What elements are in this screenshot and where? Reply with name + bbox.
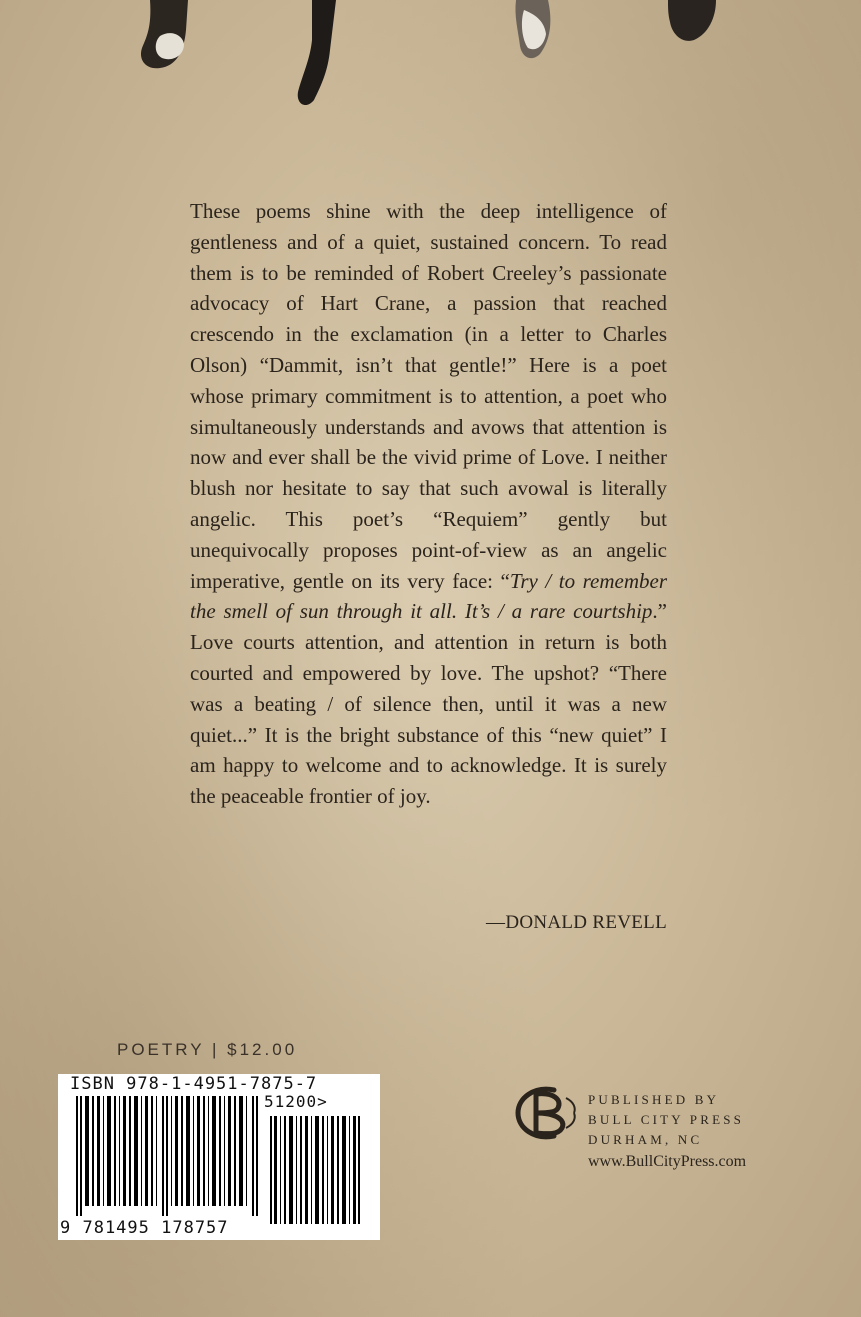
barcode-bars xyxy=(76,1096,258,1216)
barcode-digits: 9 781495 178757 xyxy=(60,1218,229,1238)
blurb-italic-quote: Try / to remember the smell of sun through it all. It’s / a rare courtship xyxy=(190,568,667,624)
publisher-line-3: DURHAM, NC xyxy=(588,1132,703,1147)
barcode-addon-bars xyxy=(270,1116,360,1224)
publisher-website: www.BullCityPress.com xyxy=(588,1153,747,1170)
publisher-line-2: BULL CITY PRESS xyxy=(588,1112,745,1127)
publisher-info xyxy=(588,1090,744,1150)
blurb-text-part-2: .” Love courts attention, and attention in return is both courted and empowered by love. The upshot? “There was a beating / of silence then, until it was a new quiet...” It is the bright substance of this “new quiet” I am happy to welcome and to acknowledge. It is surely the peaceable frontier of joy. xyxy=(190,599,667,809)
endorsement-blurb xyxy=(190,196,667,812)
bull-city-press-logo xyxy=(510,1082,580,1144)
blurb-attribution: —DONALD REVELL xyxy=(486,912,667,933)
publisher-line-1: PUBLISHED BY xyxy=(588,1092,720,1107)
isbn-label: ISBN 978-1-4951-7875-7 xyxy=(70,1074,318,1094)
category-and-price: POETRY | $12.00 xyxy=(117,1040,298,1059)
isbn-barcode xyxy=(58,1074,380,1240)
blurb-text-part-1: These poems shine with the deep intelligence of gentleness and of a quiet, sustained concern. To read them is to be reminded of Robert Creeley’s passionate advocacy of Hart Crane, a passion that reached crescendo in the exclamation (in a letter to Charles Olson) “Dammit, isn’t that gentle!” Here is a poet whose primary commitment is to attention, a poet who simultaneously understands and avows that attention is now and ever shall be the vivid prime of Love. I neither blush nor hesitate to say that such avowal is literally angelic. This poet’s “Requiem” gently but unequivocally proposes point-of-view as an angelic imperative, gentle on its very face: “ xyxy=(190,199,667,593)
price-code: 51200> xyxy=(264,1092,328,1111)
horse-legs-illustration xyxy=(0,0,861,115)
